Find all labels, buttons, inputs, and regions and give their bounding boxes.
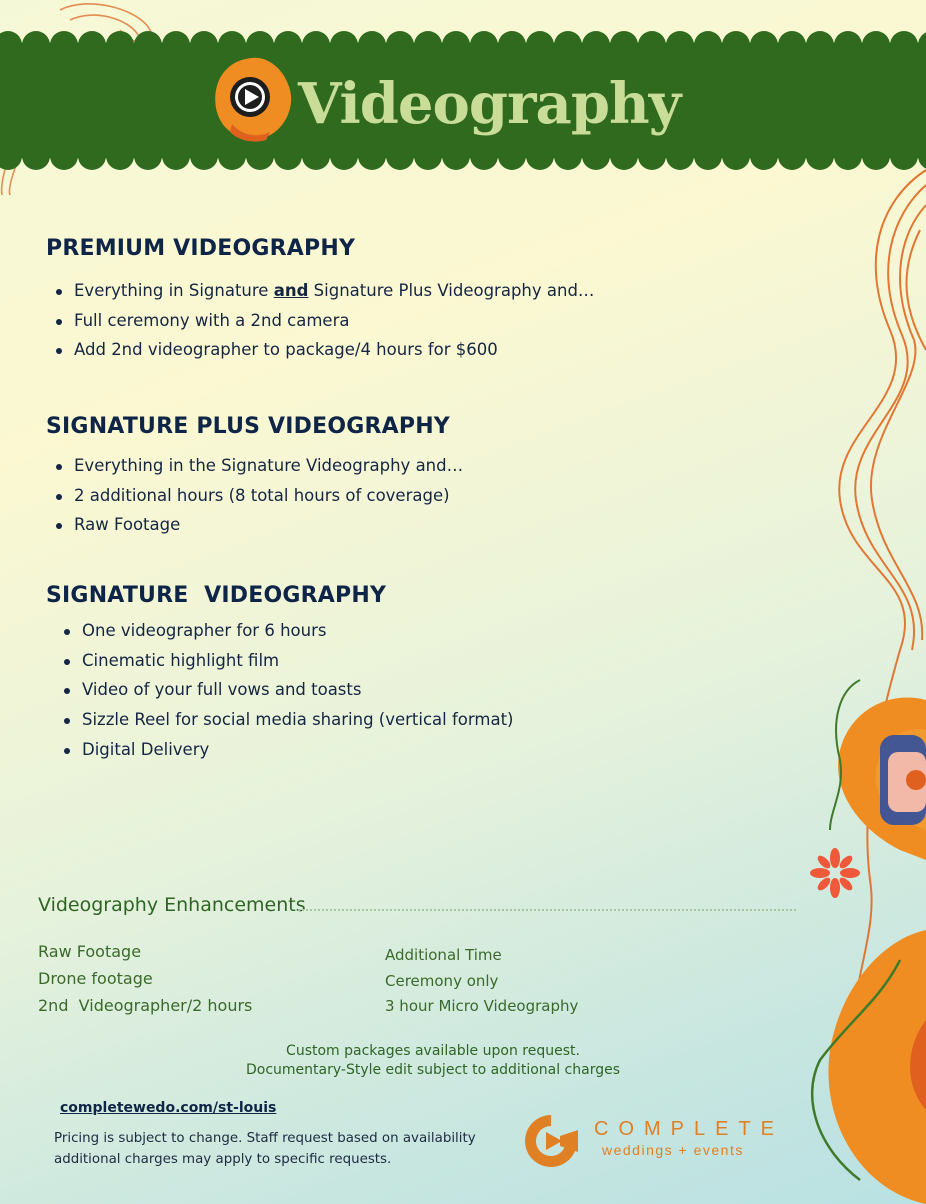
list-item: 2nd Videographer/2 hours <box>38 996 253 1015</box>
signature-plus-list <box>56 451 463 540</box>
logo-mark-icon <box>522 1112 580 1170</box>
dotted-divider <box>298 909 796 911</box>
enhancements-right-list <box>385 944 578 1021</box>
list-item: Add 2nd videographer to package/4 hours for $600 <box>56 335 594 365</box>
signature-plus-heading: SIGNATURE PLUS VIDEOGRAPHY <box>46 414 450 439</box>
list-item: 3 hour Micro Videography <box>385 997 579 1015</box>
list-item: Full ceremony with a 2nd camera <box>56 306 594 336</box>
page-title: Videography <box>298 71 681 137</box>
complete-logo <box>522 1112 785 1170</box>
documentary-note-line: Documentary-Style edit subject to additional charges <box>245 1062 621 1078</box>
list-item: 2 additional hours (8 total hours of coverage) <box>56 481 463 511</box>
list-item: Digital Delivery <box>64 735 513 765</box>
list-item: Ceremony only <box>385 971 499 990</box>
disclaimer-line: additional charges may apply to specific requests. <box>54 1152 392 1167</box>
list-item: Additional Time <box>385 946 502 964</box>
list-item: Everything in Signature and Signature Plus Videography and… <box>56 276 594 306</box>
website-link[interactable]: completewedo.com/st-louis <box>60 1100 277 1116</box>
list-item: Raw Footage <box>38 942 142 961</box>
enhancements-title: Videography Enhancements <box>38 894 306 916</box>
enhancements-left-list <box>38 940 252 1021</box>
custom-packages-note <box>218 1042 648 1080</box>
play-icon <box>212 54 294 144</box>
list-item: Cinematic highlight film <box>64 646 513 676</box>
custom-note-line: Custom packages available upon request. <box>286 1043 580 1059</box>
signature-list <box>64 616 513 764</box>
logo-tagline: weddings + events <box>602 1142 744 1158</box>
pricing-disclaimer <box>54 1128 494 1170</box>
list-item: Raw Footage <box>56 510 463 540</box>
logo-wordmark: COMPLETE <box>594 1118 785 1140</box>
list-item: Sizzle Reel for social media sharing (vertical format) <box>64 705 513 735</box>
premium-heading: PREMIUM VIDEOGRAPHY <box>46 236 356 261</box>
signature-heading: SIGNATURE VIDEOGRAPHY <box>46 583 387 608</box>
list-item: Everything in the Signature Videography and… <box>56 451 463 481</box>
disclaimer-line: Pricing is subject to change. Staff request based on availability <box>54 1131 476 1146</box>
list-item: One videographer for 6 hours <box>64 616 513 646</box>
list-item: Video of your full vows and toasts <box>64 675 513 705</box>
premium-list <box>56 276 594 365</box>
list-item: Drone footage <box>38 969 153 988</box>
